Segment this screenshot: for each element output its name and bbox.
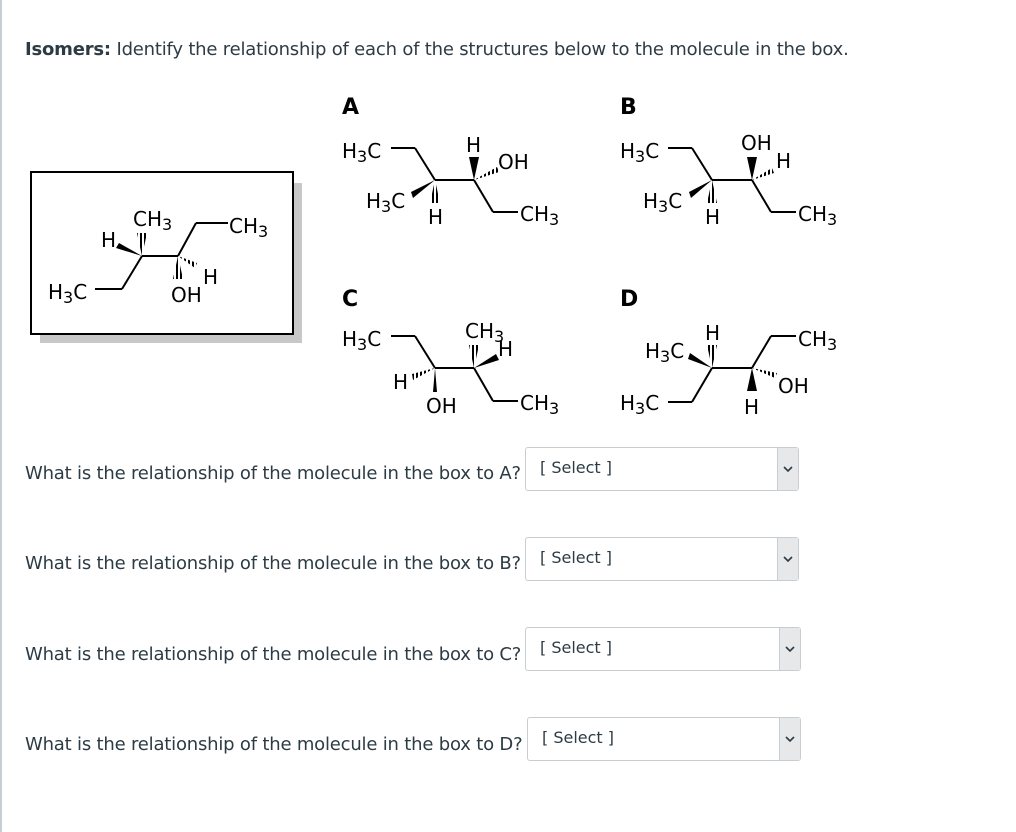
wedge-bond — [747, 157, 757, 180]
hash-bond — [412, 368, 435, 380]
question-prompt-a: What is the relationship of the molecule in the box to A? — [25, 463, 521, 484]
atom-label: $CH_3$ — [133, 207, 173, 234]
question-prompt-d: What is the relationship of the molecule in the box to D? — [25, 734, 523, 755]
wedge-bond — [688, 353, 712, 368]
atom-label: H — [705, 205, 721, 229]
atom-label: H — [466, 133, 482, 157]
atom-label: $H_3C$ — [48, 280, 88, 307]
atom-label: H — [498, 337, 514, 361]
atom-label: OH — [741, 131, 772, 155]
atom-label: $CH_3$ — [520, 391, 560, 418]
atom-label: $H_3C$ — [620, 139, 660, 166]
question-title-bold: Isomers: — [25, 39, 111, 60]
select-value: [ Select ] — [540, 458, 613, 477]
chevron-down-icon[interactable] — [779, 718, 800, 760]
atom-label: $CH_3$ — [229, 214, 269, 241]
wedge-bond — [469, 157, 479, 180]
structure-b — [620, 95, 837, 229]
wedge-bond — [474, 354, 499, 368]
atom-label: H — [203, 265, 219, 289]
hash-bond — [752, 168, 774, 180]
atom-label: $H_3C$ — [342, 327, 382, 354]
hash-bond — [707, 345, 717, 368]
atom-label: $CH_3$ — [465, 319, 505, 346]
wedge-bond — [411, 180, 435, 198]
atom-label: OH — [778, 374, 809, 398]
select-value: [ Select ] — [540, 548, 613, 567]
structure-a — [342, 95, 559, 229]
select-value: [ Select ] — [542, 728, 615, 747]
reference-molecule-box — [31, 172, 302, 343]
structure-label-a: A — [342, 95, 360, 120]
structure-c — [342, 287, 559, 418]
atom-label: OH — [498, 150, 529, 174]
select-value: [ Select ] — [540, 638, 613, 657]
structure-d — [620, 287, 837, 419]
atom-label: $CH_3$ — [798, 202, 838, 229]
answer-select-c[interactable] — [525, 627, 801, 671]
structure-label-d: D — [620, 287, 639, 312]
question-title-text: Identify the relationship of each of the structures below to the molecule in the box. — [110, 39, 849, 60]
wedge-bond — [433, 368, 437, 392]
atom-label: $H_3C$ — [645, 339, 685, 366]
structure-label-b: B — [620, 95, 637, 120]
question-prompt-b: What is the relationship of the molecule in the box to B? — [25, 553, 521, 574]
atom-label: H — [705, 321, 721, 345]
atom-label: H — [393, 370, 409, 394]
atom-label: $CH_3$ — [520, 202, 560, 229]
atom-label: OH — [426, 394, 457, 418]
chevron-down-icon[interactable] — [777, 538, 798, 580]
atom-label: $H_3C$ — [366, 189, 406, 216]
question-prompt-c: What is the relationship of the molecule in the box to C? — [25, 644, 522, 665]
atom-label: H — [744, 395, 760, 419]
atom-label: $H_3C$ — [342, 139, 382, 166]
answer-select-d[interactable] — [527, 717, 801, 761]
wedge-bond — [689, 180, 712, 198]
atom-label: $CH_3$ — [798, 327, 838, 354]
chevron-down-icon[interactable] — [777, 448, 798, 490]
hash-bond — [752, 368, 777, 378]
answer-select-a[interactable] — [525, 447, 799, 491]
hash-bond — [707, 180, 717, 203]
structure-label-c: C — [342, 287, 359, 312]
answer-select-b[interactable] — [525, 537, 799, 581]
atom-label: H — [776, 149, 792, 173]
wedge-bond — [747, 368, 757, 391]
reference-box-frame — [31, 172, 293, 334]
atom-label: $H_3C$ — [643, 189, 683, 216]
atom-label: $H_3C$ — [620, 391, 660, 418]
atom-label: H — [101, 228, 117, 252]
atom-label: H — [428, 205, 444, 229]
hash-bond — [469, 345, 479, 368]
atom-label: OH — [171, 283, 202, 307]
hash-bond — [474, 167, 499, 180]
chevron-down-icon[interactable] — [779, 628, 800, 670]
hash-bond — [430, 180, 440, 203]
